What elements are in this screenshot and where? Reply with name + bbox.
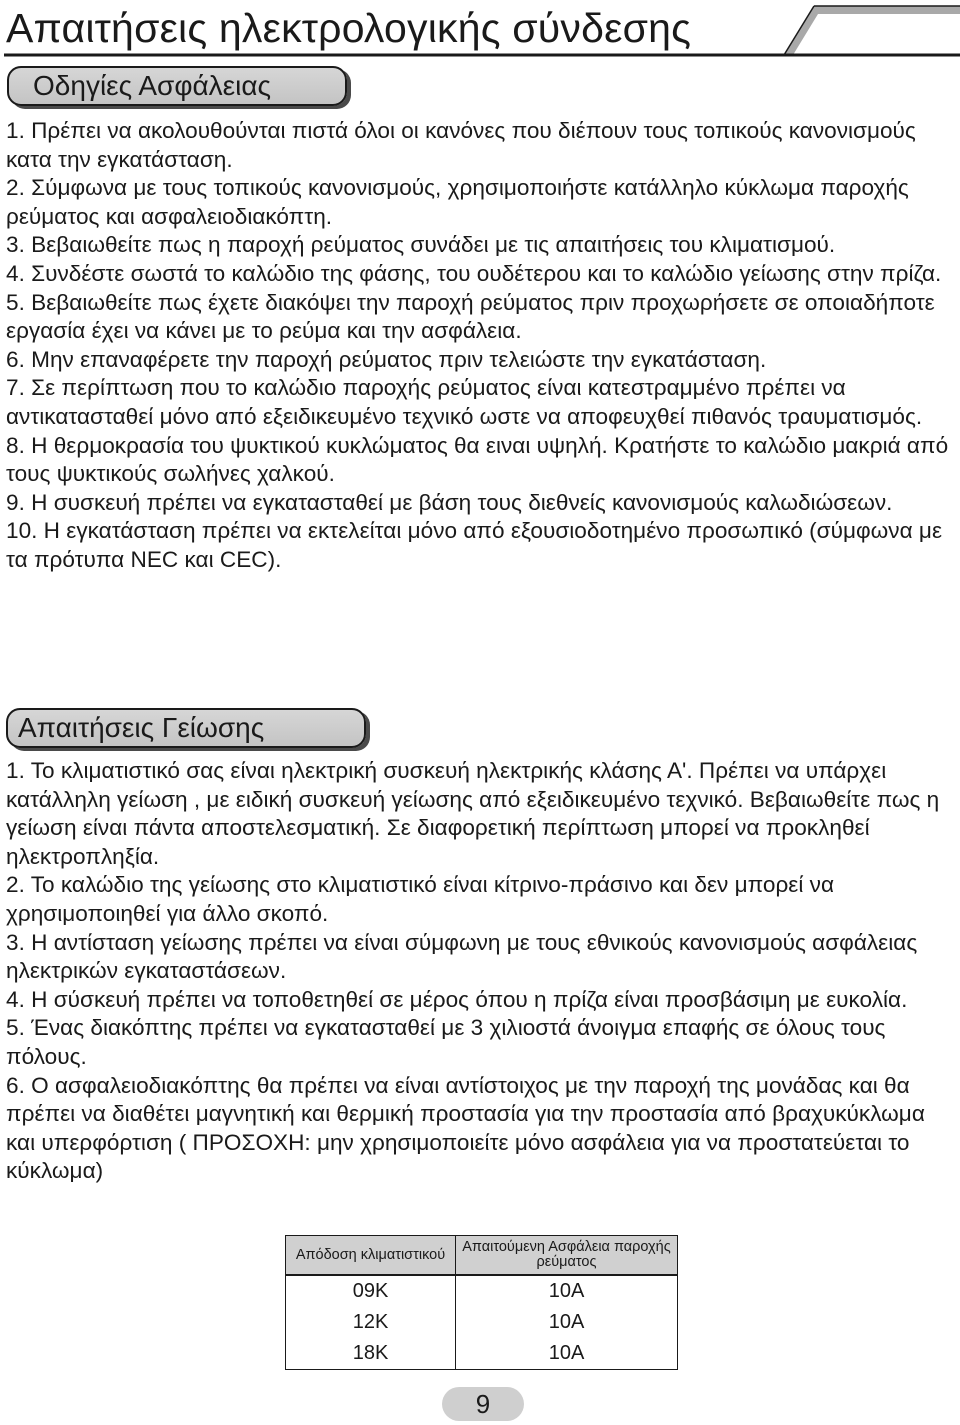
list-item: 7. Σε περίπτωση που το καλώδιο παροχής ρεύματος είναι κατεστραμμένο πρέπει να αντικατασταθεί μόνο από εξειδικευμένο τεχνικό ωστε να αποφευχθεί πιθανός τραυματισμός. [6,375,923,429]
list-item: 5. Ένας διακόπτης πρέπει να εγκατασταθεί με 3 χιλιοστά άνοιγμα επαφής σε όλους τους πόλους. [6,1015,886,1069]
list-item: 1. Το κλιματιστικό σας είναι ηλεκτρική συσκευή ηλεκτρικής κλάσης Α'. Πρέπει να υπάρχει κατάλληλη γείωση , με ειδική συσκευή γείωσης από εξειδικευμένο τεχνικό. Βεβαιωθείτε πως η γείωση είναι πάντα αποστελεσματική. Σε διαφορετική περίπτωση μπορεί να προκληθεί ηλεκτροπληξία. [6,758,940,869]
section-heading-grounding [6,708,366,748]
list-item: 1. Πρέπει να ακολουθούνται πιστά όλοι οι κανόνες που διέπουν τους τοπικούς κανονισμούς κατα την εγκατάσταση. [6,118,916,172]
fuse-cell: 10A [456,1338,678,1370]
capacity-cell: 09K [286,1275,456,1307]
list-item: 2. Σύμφωνα με τους τοπικούς κανονισμούς, χρησιμοποιήστε κατάλληλο κύκλωμα παροχής ρεύματος και ασφαλειοδιακόπτη. [6,175,909,229]
table-row [286,1307,678,1338]
list-item: 2. Το καλώδιο της γείωσης στο κλιματιστικό είναι κίτρινο-πράσινο και δεν μπορεί να χρησιμοποιηθεί για άλλο σκοπό. [6,872,835,926]
column-header-fuse: Απαιτούμενη Ασφάλεια παροχής ρεύματος [456,1236,678,1276]
capacity-cell: 12K [286,1307,456,1338]
page-title: Απαιτήσεις ηλεκτρολογικής σύνδεσης [6,5,692,51]
section-heading-label: Οδηγίες Ασφάλειας [33,70,272,101]
page-number: 9 [442,1387,524,1421]
fuse-cell: 10A [456,1307,678,1338]
section-heading-label: Απαιτήσεις Γείωσης [18,712,265,743]
list-item: 3. Βεβαιωθείτε πως η παροχή ρεύματος συνάδει με τις απαιτήσεις του κλιματισμού. [6,232,836,258]
list-item: 10. Η εγκατάσταση πρέπει να εκτελείται μόνο από εξουσιοδοτημένο προσωπικό (σύμφωνα με τα πρότυπα NEC και CEC). [6,518,943,572]
list-item: 9. Η συσκευή πρέπει να εγκατασταθεί με βάση τους διεθνείς κανονισμούς καλωδιώσεων. [6,489,893,515]
fuse-requirements-table [285,1235,678,1370]
list-item: 3. Η αντίσταση γείωσης πρέπει να είναι σύμφωνη με τους εθνικούς κανονισμούς ασφάλειας ηλεκτρικών εγκαταστάσεων. [6,929,918,984]
list-item: 6. Μην επαναφέρετε την παροχή ρεύματος πριν τελειώστε την εγκατάσταση. [6,346,767,372]
safety-instructions-list [6,117,956,575]
table-header-row [286,1236,678,1276]
list-item: 4. Συνδέστε σωστά το καλώδιο της φάσης, του ουδέτερου και το καλώδιο γείωσης στην πρίζα. [6,260,942,286]
grounding-requirements-list [6,757,956,1186]
list-item: 4. Η σύσκευή πρέπει να τοποθετηθεί σε μέρος όπου η πρίζα είναι προσβάσιμη με ευκολία. [6,986,908,1012]
list-item: 5. Βεβαιωθείτε πως έχετε διακόψει την παροχή ρεύματος πριν προχωρήσετε σε οποιαδήποτε εργασία έχει να κάνει με το ρεύμα και την ασφάλεια. [6,289,935,344]
capacity-cell: 18K [286,1338,456,1370]
section-heading-safety [7,66,347,106]
list-item: 6. Ο ασφαλειοδιακόπτης θα πρέπει να είναι αντίστοιχος με την παροχή της μονάδας και θα πρέπει να διαθέτει μαγνητική και θερμική προστασία για την προστασία από βραχυκύκλωμα και υπερφόρτιση ( ΠΡΟΣΟΧΗ: μην χρησιμοποιείτε μόνο ασφάλεια για να προστατεύεται το κύκλωμα) [6,1072,925,1184]
column-header-capacity: Απόδοση κλιματιστικού [286,1236,456,1276]
list-item: 8. Η θερμοκρασία του ψυκτικού κυκλώματος θα ειναι υψηλή. Κρατήστε το καλώδιο μακριά από τους ψυκτικούς σωλήνες χαλκού. [6,432,949,487]
fuse-cell: 10A [456,1275,678,1307]
table-row [286,1338,678,1370]
table-row [286,1275,678,1307]
